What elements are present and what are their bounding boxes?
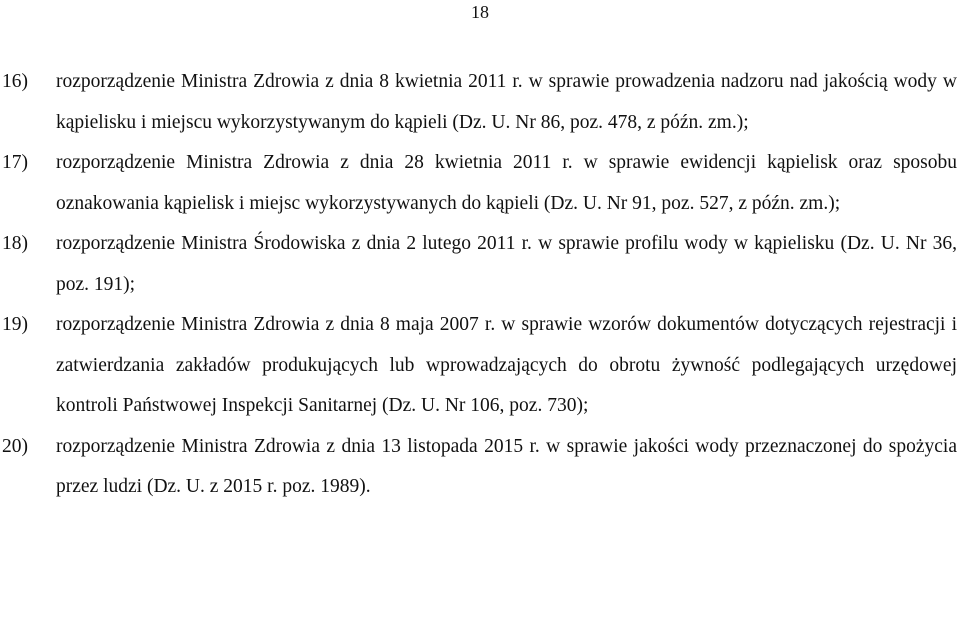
regulations-list: [0, 62, 960, 508]
list-item-number: 18): [2, 233, 28, 254]
list-item-text: rozporządzenie Ministra Środowiska z dnia 2 lutego 2011 r. w sprawie profilu wody w kąpielisku (Dz. U. Nr 36, poz. 191);: [56, 233, 957, 295]
list-item-text: rozporządzenie Ministra Zdrowia z dnia 13 listopada 2015 r. w sprawie jakości wody przeznaczonej do spożycia przez ludzi (Dz. U. z 2015 r. poz. 1989).: [56, 435, 957, 497]
list-item-number: 20): [2, 435, 28, 457]
list-item-number: 19): [2, 314, 28, 335]
list-item: [0, 224, 960, 305]
list-item-text: rozporządzenie Ministra Zdrowia z dnia 8 kwietnia 2011 r. w sprawie prowadzenia nadzoru nad jakością wody w kąpielisku i miejscu wykorzystywanym do kąpieli (Dz. U. Nr 86, poz. 478, z późn. zm.);: [56, 71, 957, 133]
list-item-text: rozporządzenie Ministra Zdrowia z dnia 28 kwietnia 2011 r. w sprawie ewidencji kąpielisk oraz sposobu oznakowania kąpielisk i miejsc wykorzystywanych do kąpieli (Dz. U. Nr 91, poz. 527, z późn. zm.);: [56, 152, 957, 214]
list-item-number: 17): [2, 152, 28, 173]
list-item: [0, 427, 960, 508]
list-item: [0, 143, 960, 224]
page-number: 18: [471, 2, 489, 22]
list-item: [0, 62, 960, 143]
list-item-number: 16): [2, 71, 28, 92]
list-item-text: rozporządzenie Ministra Zdrowia z dnia 8 maja 2007 r. w sprawie wzorów dokumentów dotyczących rejestracji i zatwierdzania zakładów produkujących lub wprowadzających do obrotu żywność podlegających urzędowej kontroli Państwowej Inspekcji Sanitarnej (Dz. U. Nr 106, poz. 730);: [56, 314, 957, 416]
list-item: [0, 305, 960, 427]
